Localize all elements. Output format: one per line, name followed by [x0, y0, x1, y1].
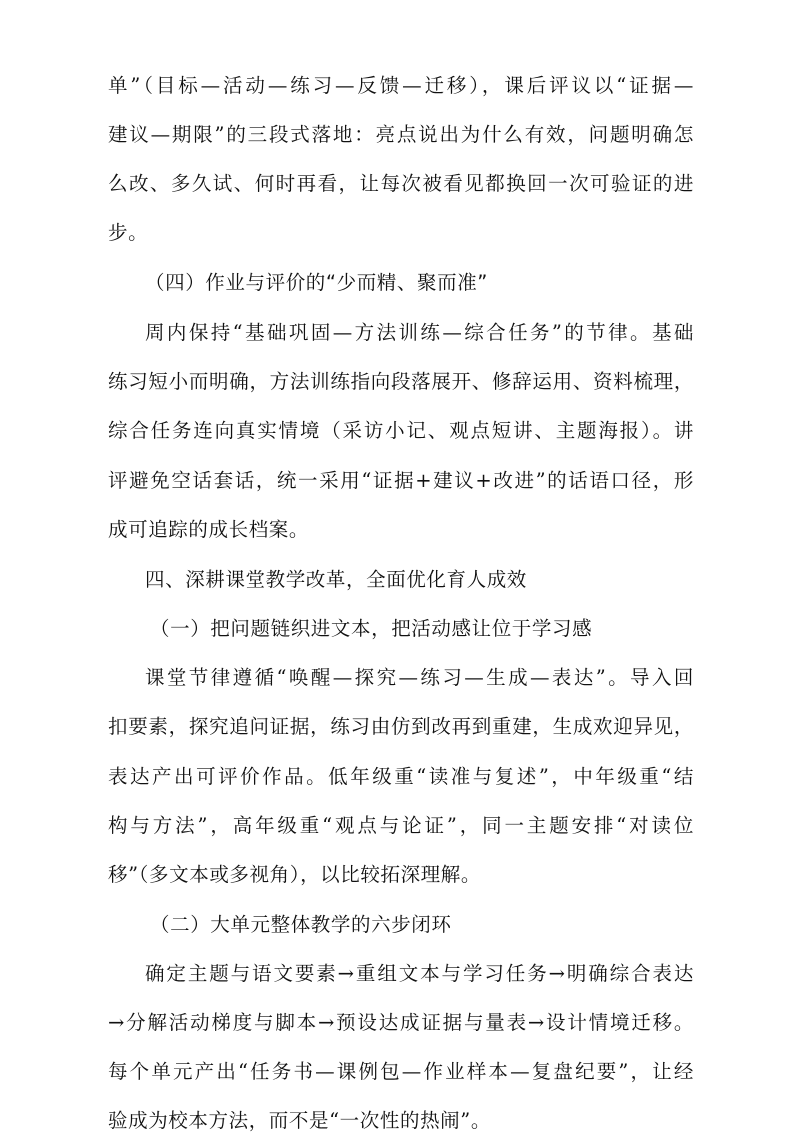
paragraph-line: →分解活动梯度与脚本→预设达成证据与量表→设计情境迁移。 — [108, 1011, 694, 1034]
paragraph-line: 构与方法”，高年级重“观点与论证”，同一主题安排“对读位 — [108, 814, 694, 837]
paragraph-line: 扣要素，探究追问证据，练习由仿到改再到重建，生成欢迎异见， — [108, 715, 694, 738]
paragraph-line: 移”（多文本或多视角），以比较拓深理解。 — [108, 863, 481, 886]
paragraph-line: 成可追踪的成长档案。 — [108, 518, 310, 541]
section-heading-4: （四）作业与评价的“少而精、聚而准” — [145, 271, 489, 294]
section-heading-1: （一）把问题链织进文本，把活动感让位于学习感 — [150, 617, 593, 640]
paragraph-line: 周内保持“基础巩固—方法训练—综合任务”的节律。基础 — [145, 321, 694, 344]
paragraph-line: 验成为校本方法，而不是“一次性的热闹”。 — [108, 1109, 491, 1132]
paragraph-line: 单”（目标—活动—练习—反馈—迁移），课后评议以“证据— — [108, 74, 694, 97]
paragraph-line: 步。 — [108, 221, 149, 244]
paragraph-line: 么改、多久试、何时再看，让每次被看见都换回一次可验证的进 — [108, 172, 694, 195]
section-heading-2: （二）大单元整体教学的六步闭环 — [150, 913, 452, 936]
paragraph-line: 练习短小而明确，方法训练指向段落展开、修辞运用、资料梳理， — [108, 370, 694, 393]
paragraph-line: 建议—期限”的三段式落地：亮点说出为什么有效，问题明确怎 — [108, 123, 694, 146]
chapter-heading-4: 四、深耕课堂教学改革，全面优化育人成效 — [145, 568, 527, 591]
paragraph-line: 课堂节律遵循“唤醒—探究—练习—生成—表达”。导入回 — [145, 666, 694, 689]
paragraph-line: 确定主题与语文要素→重组文本与学习任务→明确综合表达 — [145, 962, 694, 985]
paragraph-line: 评避免空话套话，统一采用“证据+建议+改进”的话语口径，形 — [108, 469, 694, 492]
paragraph-line: 表达产出可评价作品。低年级重“读准与复述”，中年级重“结 — [108, 765, 694, 788]
paragraph-line: 综合任务连向真实情境（采访小记、观点短讲、主题海报）。讲 — [108, 419, 694, 442]
paragraph-line: 每个单元产出“任务书—课例包—作业样本—复盘纪要”，让经 — [108, 1060, 694, 1083]
